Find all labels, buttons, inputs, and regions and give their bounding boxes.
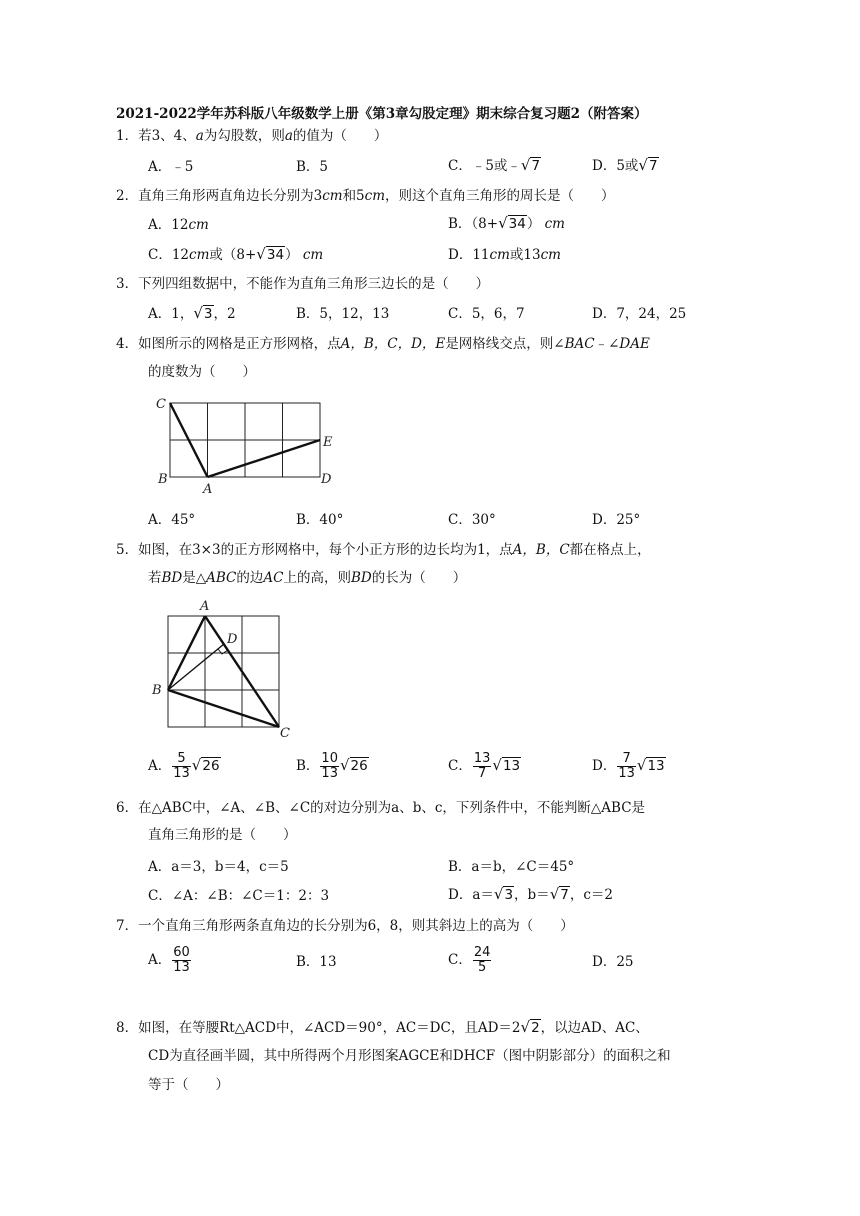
question-7-option-c[interactable]: C． $\frac{24}{5}$ (448, 945, 491, 975)
question-6-option-c[interactable]: C．∠A：∠B：∠C＝1：2：3 (148, 888, 330, 904)
question-4-stem: 4．如图所示的网格是正方形网格，点A，B，C，D，E是网格线交点，则∠BAC﹣∠DAE (116, 336, 650, 352)
question-4-option-a[interactable]: A．45° (148, 512, 196, 528)
question-1-option-b[interactable]: B．5 (296, 159, 329, 175)
question-1-option-c[interactable]: C．﹣5或﹣√7 (448, 156, 541, 174)
question-1-option-a[interactable]: A．﹣5 (148, 159, 194, 175)
point-label-c: C (156, 397, 166, 412)
question-6-stem-line2: 直角三角形的是（ ） (148, 827, 297, 843)
point-label-d: D (227, 632, 238, 647)
question-8-stem: 8．如图，在等腰Rt△ACD中，∠ACD＝90°，AC＝DC，且AD＝2√2，以边AD、AC、 (116, 1018, 649, 1036)
question-6-option-b[interactable]: B．a＝b，∠C＝45° (448, 859, 575, 875)
point-label-b: B (152, 683, 162, 698)
question-2-option-c[interactable]: C．12cm或（8+√34） cm (148, 245, 324, 263)
question-2-stem: 2．直角三角形两直角边长分别为3cm和5cm，则这个直角三角形的周长是（ ） (116, 188, 615, 204)
question-5-stem-line2: 若BD是△ABC的边AC上的高，则BD的长为（ ） (148, 570, 467, 586)
question-6-option-a[interactable]: A．a＝3，b＝4，c＝5 (148, 859, 289, 875)
point-label-a: A (200, 599, 210, 614)
sqrt-symbol: √7 (638, 156, 658, 174)
question-7-option-a[interactable]: A． $\frac{60}{13}$ (148, 945, 190, 975)
question-3-option-b[interactable]: B．5，12，13 (296, 306, 390, 322)
question-3-option-a[interactable]: A．1，√3，2 (148, 304, 236, 322)
question-3-option-d[interactable]: D．7，24，25 (592, 306, 687, 322)
sqrt-symbol: √7 (520, 156, 541, 174)
question-7-option-b[interactable]: B．13 (296, 954, 337, 970)
question-6-stem: 6．在△ABC中，∠A、∠B、∠C的对边分别为a、b、c，下列条件中，不能判断△ABC是 (116, 800, 646, 816)
question-2-option-b[interactable]: B．（8+√34） cm (448, 214, 565, 232)
question-7-option-d[interactable]: D．25 (592, 954, 634, 970)
point-label-e: E (323, 435, 333, 450)
question-4-stem-line2: 的度数为（ ） (148, 364, 256, 380)
question-1-stem: 1．若3、4、a为勾股数，则a的值为（ ） (116, 128, 388, 144)
question-2-option-a[interactable]: A．12cm (148, 217, 209, 233)
page-title: 2021-2022学年苏科版八年级数学上册《第3章勾股定理》期末综合复习题2（附答案） (116, 106, 648, 122)
point-label-a: A (203, 482, 213, 497)
question-8-stem-line3: 等于（ ） (148, 1077, 229, 1093)
question-1-option-d[interactable]: D．5或√7 (592, 156, 658, 174)
question-7-stem: 7．一个直角三角形两条直角边的长分别为6，8，则其斜边上的高为（ ） (116, 918, 574, 934)
point-label-b: B (158, 472, 168, 487)
point-label-d: D (321, 472, 332, 487)
question-4-grid-figure (150, 390, 350, 500)
question-3-option-c[interactable]: C．5，6，7 (448, 306, 525, 322)
question-5-option-a[interactable]: A． $\frac{5}{13}$ √26 (148, 751, 220, 781)
segment-bd (168, 644, 224, 690)
question-8-stem-line2: CD为直径画半圆，其中所得两个月形图案AGCE和DHCF（图中阴影部分）的面积之和 (148, 1048, 671, 1064)
question-4-option-b[interactable]: B．40° (296, 512, 344, 528)
question-4-option-c[interactable]: C．30° (448, 512, 496, 528)
point-label-c: C (280, 726, 290, 741)
question-5-stem: 5．如图，在3×3的正方形网格中，每个小正方形的边长均为1，点A，B，C都在格点上， (116, 542, 651, 558)
question-2-option-d[interactable]: D．11cm或13cm (448, 247, 561, 263)
question-6-option-d[interactable]: D．a＝√3，b＝√7，c＝2 (448, 885, 613, 903)
question-4-option-d[interactable]: D．25° (592, 512, 641, 528)
question-5-option-c[interactable]: C． $\frac{13}{7}$ √13 (448, 751, 521, 781)
segment-bc (168, 690, 279, 727)
question-5-grid-figure (148, 596, 298, 741)
segment-ae (208, 440, 321, 477)
question-3-stem: 3．下列四组数据中，不能作为直角三角形三边长的是（ ） (116, 276, 490, 292)
question-5-option-b[interactable]: B． $\frac{10}{13}$ √26 (296, 751, 368, 781)
question-5-option-d[interactable]: D． $\frac{7}{13}$ √13 (592, 751, 665, 781)
